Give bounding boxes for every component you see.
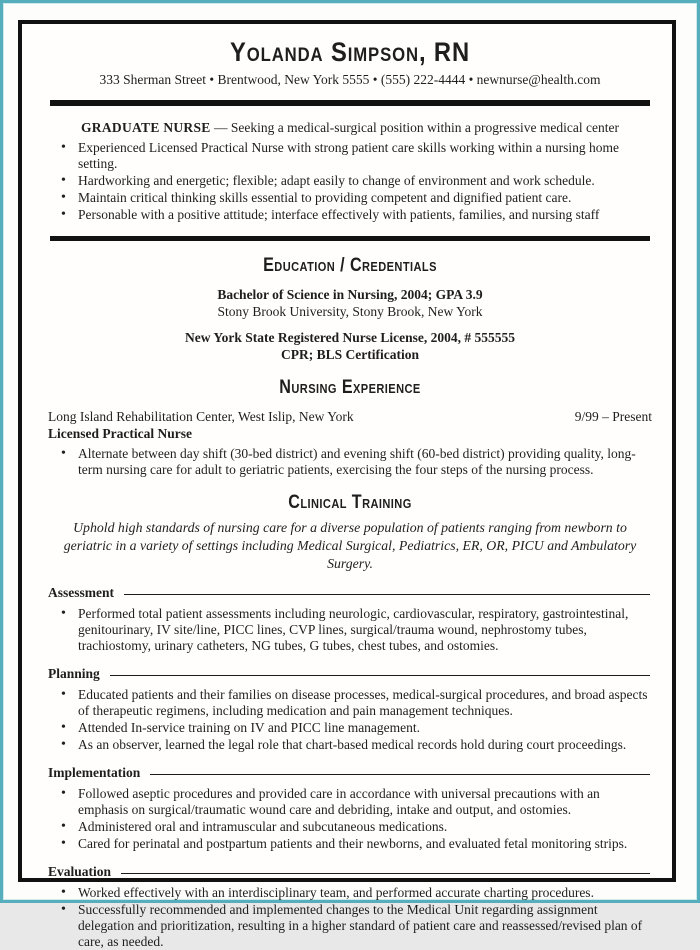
sub-heading-rule <box>150 774 650 775</box>
candidate-name: Yolanda Simpson, RN <box>229 37 471 67</box>
sub-heading-implementation <box>48 764 652 782</box>
bullet-item: • Hardworking and energetic; flexible; adapt easily to change of environment and work schedule. <box>78 173 652 189</box>
sub-heading-label: Assessment <box>48 585 114 600</box>
experience-header-row <box>48 408 652 425</box>
resume-border-frame <box>18 20 676 949</box>
bullet-item: • Educated patients and their families on disease processes, medical-surgical procedures, and broad aspects of therapeutic regimens, including medication and pain management techniques. <box>78 687 652 719</box>
experience-job-title: Licensed Practical Nurse <box>48 426 192 441</box>
education-degree: Bachelor of Science in Nursing, 2004; GPA 3.9 <box>217 287 483 302</box>
divider-rule-top <box>50 100 650 106</box>
experience-bullet-list <box>48 446 652 478</box>
bullet-item: • Attended In-service training on IV and PICC line management. <box>78 720 652 736</box>
sub-heading-assessment <box>48 584 652 602</box>
contact-line: 333 Sherman Street • Brentwood, New York 5555 • (555) 222-4444 • newnurse@health.com <box>99 72 601 87</box>
bullet-item: • Followed aseptic procedures and provided care in accordance with universal precautions with an emphasis on surgical/traumatic wound care and debriding, intake and output, and ostomies. <box>78 786 652 818</box>
sub-heading-rule <box>110 675 650 676</box>
assessment-bullet-list <box>48 606 652 654</box>
education-certification: CPR; BLS Certification <box>281 347 419 362</box>
experience-dates: 9/99 – Present <box>574 409 652 424</box>
sub-heading-label: Planning <box>48 666 100 681</box>
experience-employer: Long Island Rehabilitation Center, West Islip, New York <box>48 409 354 424</box>
sub-heading-planning <box>48 665 652 683</box>
bullet-item: • Experienced Licensed Practical Nurse with strong patient care skills working within a nursing home setting. <box>78 140 652 172</box>
objective-title: GRADUATE NURSE <box>81 120 211 135</box>
objective-text: — Seeking a medical-surgical position within a progressive medical center <box>213 120 619 135</box>
sub-heading-evaluation <box>48 863 652 881</box>
bullet-item: • Administered oral and intramuscular and subcutaneous medications. <box>78 819 652 835</box>
bullet-item: • Performed total patient assessments including neurologic, cardiovascular, respiratory, gastrointestinal, genitourinary, IV site/line, PICC lines, CVP lines, surgical/trauma wound, nephrostomy tubes, trachiostomy, urinary catheters, NG tubes, G tubes, chest tubes, and ostomies. <box>78 606 652 654</box>
divider-rule-summary <box>50 236 650 241</box>
bullet-item: • Successfully recommended and implemented changes to the Medical Unit regarding assignment delegation and prioritization, resulting in a higher standard of patient care and reassessed/revised plan of care, as needed. <box>78 902 652 950</box>
bullet-item: • Cared for perinatal and postpartum patients and their newborns, and evaluated fetal monitoring strips. <box>78 836 652 852</box>
planning-bullet-list <box>48 687 652 753</box>
bullet-item: • Alternate between day shift (30-bed district) and evening shift (60-bed district) providing quality, long-term nursing care for adult to geriatric patients, exercising the four steps of the nursing process. <box>78 446 652 478</box>
clinical-intro: Uphold high standards of nursing care for a diverse population of patients ranging from newborn to geriatric in a variety of settings including Medical Surgical, Pediatrics, ER, OR, PICU and Ambulatory Surgery. <box>63 520 637 571</box>
sub-heading-label: Implementation <box>48 765 141 780</box>
sub-heading-label: Evaluation <box>48 864 112 879</box>
bullet-item: • Maintain critical thinking skills essential to providing competent and dignified patient care. <box>78 190 652 206</box>
bullet-item: • As an observer, learned the legal role that chart-based medical records hold during court proceedings. <box>78 737 652 753</box>
section-heading-education: Education / Credentials <box>263 255 437 276</box>
objective-line <box>48 119 652 136</box>
education-school: Stony Brook University, Stony Brook, New York <box>217 304 483 319</box>
education-license: New York State Registered Nurse License, 2004, # 555555 <box>185 330 515 345</box>
evaluation-bullet-list <box>48 885 652 950</box>
sub-heading-rule <box>124 594 650 595</box>
section-heading-experience: Nursing Experience <box>279 377 421 398</box>
implementation-bullet-list <box>48 786 652 852</box>
bullet-item: • Personable with a positive attitude; interface effectively with patients, families, and nursing staff <box>78 207 652 223</box>
sub-heading-rule <box>121 873 650 874</box>
summary-bullet-list <box>48 140 652 223</box>
section-heading-clinical: Clinical Training <box>288 492 412 513</box>
bullet-item: • Worked effectively with an interdisciplinary team, and performed accurate charting procedures. <box>78 885 652 901</box>
